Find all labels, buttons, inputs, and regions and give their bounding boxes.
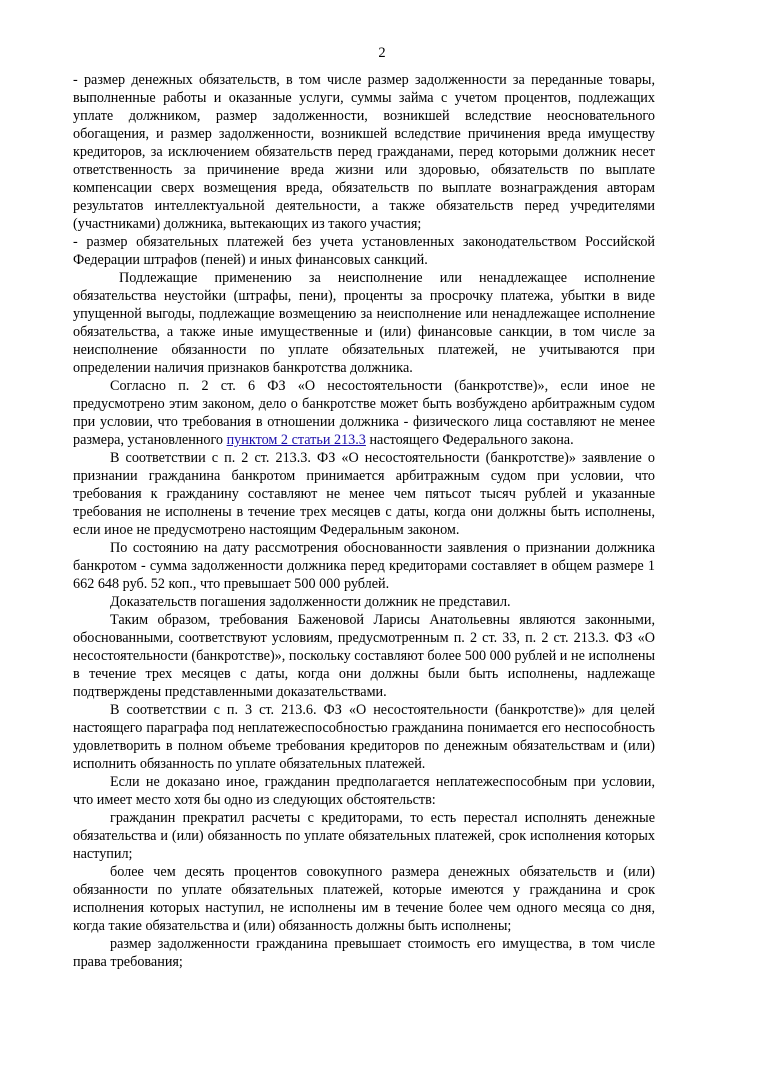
paragraph-debt-obligations: - размер денежных обязательств, в том числе размер задолженности за переданные товары, выполненные работы и оказанные услуги, суммы займа с учетом процентов, подлежащих уплате должником, размер задолженности, возникшей вследствие неосновательного обогащения, и размер задолженности, возникшей вследствие причинения вреда имуществу кредиторов, за исключением обязательств перед гражданами, перед которыми должник несет ответственность за причинение вреда жизни или здоровью, обязательств по выплате компенсации сверх возмещения вреда, обязательств по выплате вознаграждения авторам результатов интеллектуальной деятельности, а также обязательств перед учредителями (участниками) должника, вытекающих из такого участия; — [73, 72, 655, 232]
paragraph-text: настоящего Федерального закона. — [365, 432, 574, 448]
law-article-link[interactable]: пунктом 2 статьи 213.3 — [226, 432, 366, 448]
paragraph-text: Согласно п. 2 ст. 6 ФЗ «О несостоятельности (банкротстве)», если иное не предусмотрено этим законом, дело о банкротстве может быть возбуждено арбитражным судом при условии, что требования в отношении должника - физического лица составляют не менее размера, установленного — [73, 378, 655, 448]
paragraph-mandatory-payments: - размер обязательных платежей без учета установленных законодательством Российской Федерации штрафов (пеней) и иных финансовых санкций. — [73, 234, 655, 268]
paragraph-insolvency-presumption: Если не доказано иное, гражданин предполагается неплатежеспособным при условии, что имеет место хотя бы одно из следующих обстоятельств: — [73, 774, 655, 808]
paragraph-article-213-3: В соответствии с п. 2 ст. 213.3. ФЗ «О несостоятельности (банкротстве)» заявление о признании гражданина банкротом принимается арбитражным судом при условии, что требования к гражданину составляют не менее чем пятьсот тысяч рублей и указанные требования не исполнены в течение трех месяцев с даты, когда они должны быть исполнены, если иное не предусмотрено настоящим Федеральным законом. — [73, 450, 655, 538]
paragraph-debt-amount: По состоянию на дату рассмотрения обоснованности заявления о признании должника банкротом - сумма задолженности должника перед кредиторами составляет в общем размере 1 662 648 руб. 52 коп., что превышает 500 000 рублей. — [73, 540, 655, 592]
paragraph-ten-percent: более чем десять процентов совокупного размера денежных обязательств и (или) обязанности по уплате обязательных платежей, которые имеются у гражданина и срок исполнения которых наступил, не исполнены им в течение более чем одного месяца со дня, когда такие обязательства и (или) обязанность должны быть исполнены; — [73, 864, 655, 934]
paragraph-no-evidence: Доказательств погашения задолженности должник не представил. — [110, 594, 511, 610]
page-number: 2 — [378, 45, 386, 61]
paragraph-penalties: Подлежащие применению за неисполнение или ненадлежащее исполнение обязательства неустойки (штрафы, пени), проценты за просрочку платежа, убытки в виде упущенной выгоды, подлежащие возмещению за неисполнение или ненадлежащее исполнение обязательства, а также иные имущественные и (или) финансовые санкции, в том числе за неисполнение обязанности по уплате обязательных платежей, не учитываются при определении наличия признаков банкротства должника. — [73, 270, 655, 376]
paragraph-stopped-payments: гражданин прекратил расчеты с кредиторами, то есть перестал исполнять денежные обязательства и (или) обязанность по уплате обязательных платежей, срок исполнения которых наступил; — [73, 810, 655, 862]
document-body — [73, 71, 655, 971]
paragraph-conclusion: Таким образом, требования Баженовой Ларисы Анатольевны являются законными, обоснованными, соответствуют условиям, предусмотренным п. 2 ст. 33, п. 2 ст. 213.3. ФЗ «О несостоятельности (банкротстве)», поскольку составляют более 500 000 рублей и не исполнены в течение трех месяцев с даты, когда они должны были быть исполнены, надлежаще подтверждены представленными доказательствами. — [73, 612, 655, 700]
paragraph-debt-exceeds-assets: размер задолженности гражданина превышает стоимость его имущества, в том числе права требования; — [73, 936, 655, 970]
paragraph-article-6 — [73, 377, 655, 449]
paragraph-article-213-6: В соответствии с п. 3 ст. 213.6. ФЗ «О несостоятельности (банкротстве)» для целей настоящего параграфа под неплатежеспособностью гражданина понимается его неспособность удовлетворить в полном объеме требования кредиторов по денежным обязательствам и (или) исполнить обязанность по уплате обязательных платежей. — [73, 702, 655, 772]
